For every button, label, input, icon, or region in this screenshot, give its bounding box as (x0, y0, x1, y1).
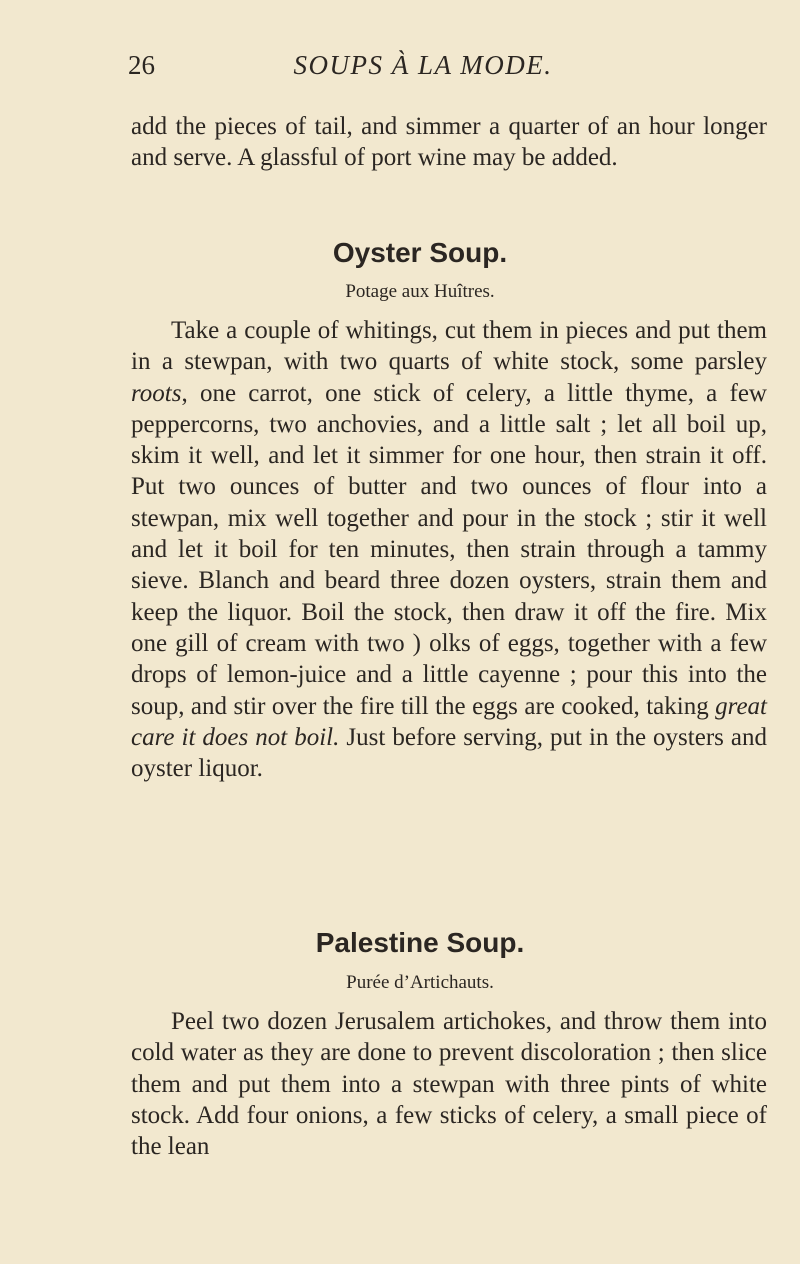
palestine-soup-subheading: Purée d’Artichauts. (346, 972, 494, 993)
caution-emphasis: great care it does not boil. (131, 692, 767, 751)
running-title: SOUPS À LA MODE. (293, 50, 553, 80)
oyster-soup-recipe (131, 315, 767, 784)
oyster-soup-heading: Oyster Soup. (332, 237, 508, 268)
palestine-soup-recipe: Peel two dozen Jerusalem artichokes, and throw them into cold water as they are done to prevent discoloration ; then slice them and put them into a stewpan with three pints of white stock. Add four onions, a few sticks of celery, a small piece of the lean (131, 1008, 767, 1161)
intro-paragraph: add the pieces of tail, and simmer a quarter of an hour longer and serve. A glassful of port wine may be added. (131, 113, 767, 172)
oyster-soup-subheading: Potage aux Huîtres. (345, 281, 495, 302)
recipe-text: , one carrot, one stick of celery, a little thyme, a few peppercorns, two anchovies, and a little salt ; let all boil up, skim it well, and let it simmer for one hour, then strain it off. Put two ounces of butter and two ounces of flour into a stewpan, mix well together and pour in the stock ; stir it well and let it boil for ten minutes, then strain through a tammy sieve. Blanch and beard three dozen oysters, strain them and keep the liquor. Boil the stock, then draw it off the fire. Mix one gill of cream with two ) olks of eggs, together with a few drops of lemon-juice and a little cayenne ; pour this into the soup, and stir over the fire till the eggs are cooked, taking (131, 379, 767, 720)
palestine-soup-heading: Palestine Soup. (315, 927, 525, 958)
recipe-text: Just before serving, put in the oysters and oyster liquor. (131, 723, 767, 783)
recipe-text: Take a couple of whitings, cut them in pieces and put them in a stewpan, with two quarts of white stock, some parsley (131, 317, 767, 376)
roots-emphasis: roots (131, 379, 182, 407)
page-number: 26 (128, 50, 155, 80)
running-head (128, 50, 688, 90)
